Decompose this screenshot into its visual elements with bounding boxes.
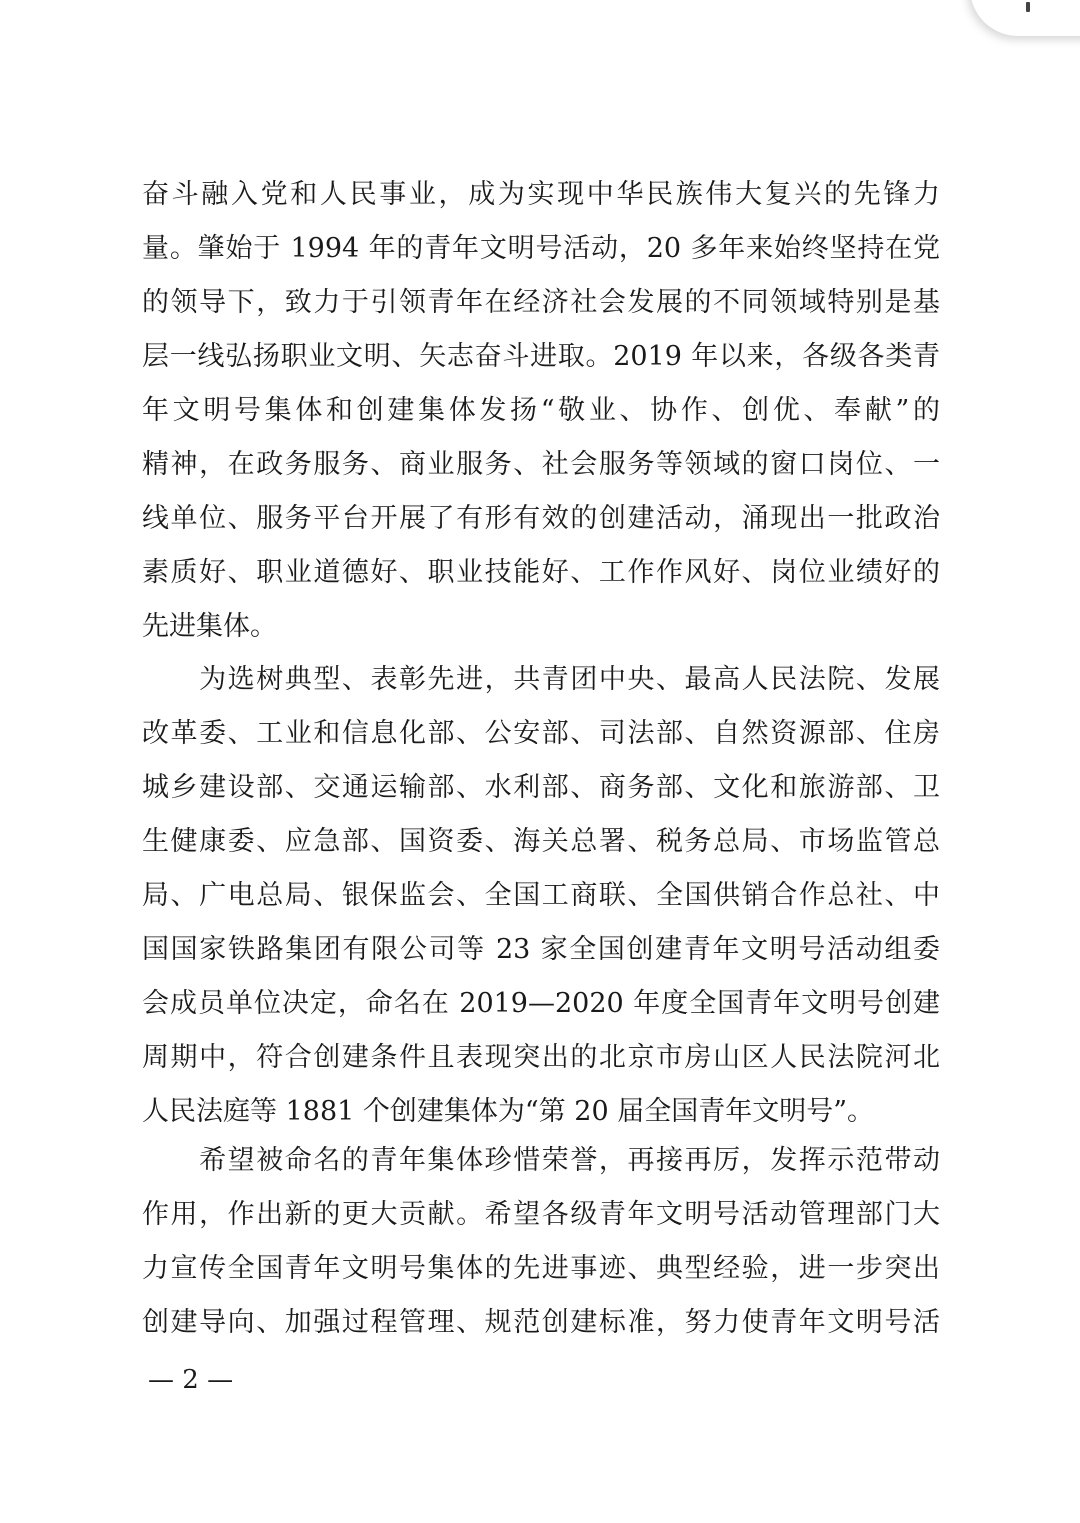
text-line: 为选树典型、表彰先进，共青团中央、最高人民法院、发展 — [142, 664, 940, 695]
text-line: 先进集体。 — [142, 611, 277, 642]
paragraph-3 — [142, 1134, 940, 1350]
text-line: 城乡建设部、交通运输部、水利部、商务部、文化和旅游部、卫 — [142, 772, 940, 803]
text-line: 素质好、职业道德好、职业技能好、工作作风好、岗位业绩好的 — [142, 557, 940, 588]
text-line: 人民法庭等 1881 个创建集体为“第 20 届全国青年文明号”。 — [142, 1096, 875, 1127]
text-line: 会成员单位决定，命名在 2019—2020 年度全国青年文明号创建 — [142, 988, 940, 1019]
text-line: 精神，在政务服务、商业服务、社会服务等领域的窗口岗位、一 — [142, 449, 940, 480]
text-line: 量。肇始于 1994 年的青年文明号活动，20 多年来始终坚持在党 — [142, 233, 940, 264]
text-line: 年文明号集体和创建集体发扬“敬业、协作、创优、奉献”的 — [142, 395, 940, 426]
text-line: 国国家铁路集团有限公司等 23 家全国创建青年文明号活动组委 — [142, 934, 940, 965]
paragraph-2 — [142, 653, 940, 1139]
text-line: 改革委、工业和信息化部、公安部、司法部、自然资源部、住房 — [142, 718, 940, 749]
page-number: — 2 — — [148, 1365, 234, 1395]
text-line: 的领导下，致力于引领青年在经济社会发展的不同领域特别是基 — [142, 287, 940, 318]
text-line: 希望被命名的青年集体珍惜荣誉，再接再厉，发挥示范带动 — [142, 1145, 940, 1176]
text-line: 创建导向、加强过程管理、规范创建标准，努力使青年文明号活 — [142, 1307, 940, 1338]
paragraph-1 — [142, 168, 940, 654]
text-line: 周期中，符合创建条件且表现突出的北京市房山区人民法院河北 — [142, 1042, 940, 1073]
text-line: 线单位、服务平台开展了有形有效的创建活动，涌现出一批政治 — [142, 503, 940, 534]
text-line: 力宣传全国青年文明号集体的先进事迹、典型经验，进一步突出 — [142, 1253, 940, 1284]
text-line: 生健康委、应急部、国资委、海关总署、税务总局、市场监管总 — [142, 826, 940, 857]
text-line: 奋斗融入党和人民事业，成为实现中华民族伟大复兴的先锋力 — [142, 179, 940, 210]
text-line: 局、广电总局、银保监会、全国工商联、全国供销合作总社、中 — [142, 880, 940, 911]
text-line: 作用，作出新的更大贡献。希望各级青年文明号活动管理部门大 — [142, 1199, 940, 1230]
text-line: 层一线弘扬职业文明、矢志奋斗进取。2019 年以来，各级各类青 — [142, 341, 940, 372]
